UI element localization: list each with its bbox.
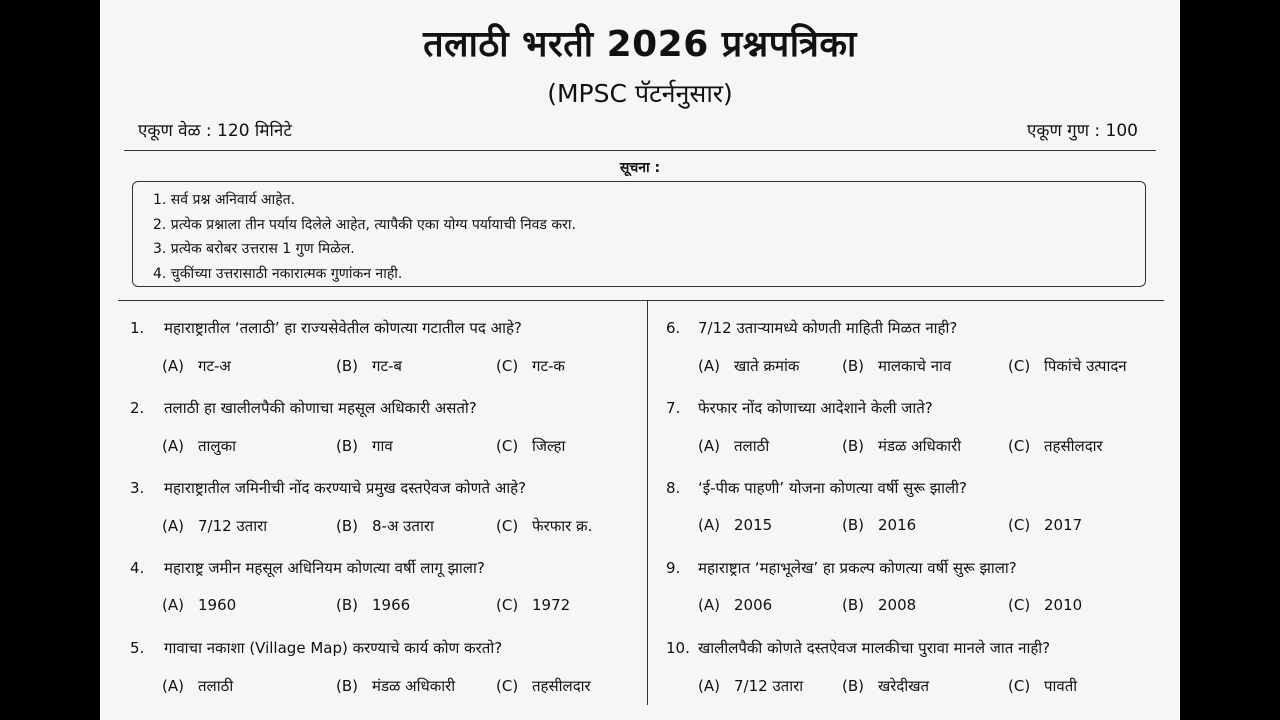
option-letter: (C) [496,596,519,614]
question-text [666,558,1017,578]
question-text [666,318,957,338]
option-text: 2016 [878,516,917,534]
option[interactable] [842,596,916,614]
question [666,558,1166,638]
option[interactable] [842,516,916,534]
question-number: 6. [666,319,681,337]
option-text: 2015 [734,516,773,534]
option-letter: (C) [1008,596,1031,614]
total-time: एकूण वेळ : 120 मिनिटे [138,121,292,141]
option-text: मालकाचे नाव [878,357,952,375]
paper-subtitle: (MPSC पॅटर्ननुसार) [547,79,733,108]
option[interactable] [162,676,233,696]
option-text: तहसीलदार [1044,437,1103,455]
option-text: 2006 [734,596,773,614]
option-letter: (B) [842,596,864,614]
instruction-item: 3. प्रत्येक बरोबर उत्तरास 1 गुण मिळेल. [153,241,355,257]
instructions-box [132,181,1146,287]
option-letter: (A) [698,437,720,455]
option[interactable] [496,356,565,376]
option-text: पावती [1044,677,1078,695]
question-text [130,398,477,418]
question-stem: महाराष्ट्रातील ‘तलाठी’ हा राज्यसेवेतील कोणत्या गटातील पद आहे? [164,319,522,337]
option[interactable] [496,436,565,456]
option[interactable] [336,676,455,696]
total-marks: एकूण गुण : 100 [1027,121,1138,141]
questions-column-right [666,318,1166,718]
option-text: मंडळ अधिकारी [878,437,962,455]
question-stem: महाराष्ट्रात ‘महाभूलेख’ हा प्रकल्प कोणत्या वर्षी सुरू झाला? [698,559,1017,577]
option-letter: (B) [336,677,358,695]
question-number: 3. [130,479,145,497]
option[interactable] [842,436,961,456]
question-stem: गावाचा नकाशा (Village Map) करण्याचे कार्य कोण करतो? [164,639,503,657]
option-letter: (B) [336,357,358,375]
instruction-item: 4. चुकींच्या उत्तरासाठी नकारात्मक गुणांकन नाही. [153,265,403,282]
option[interactable] [336,356,402,376]
option-letter: (B) [842,677,864,695]
option-letter: (B) [336,596,358,614]
option-text: 1960 [198,596,237,614]
divider [118,300,1164,301]
question [130,478,635,558]
question [666,478,1166,558]
option-letter: (B) [842,437,864,455]
question-paper [100,0,1180,720]
option-text: मंडळ अधिकारी [372,677,456,695]
question [130,558,635,638]
option-text: फेरफार क्र. [532,517,593,535]
option-letter: (B) [842,357,864,375]
option-letter: (C) [496,677,519,695]
option[interactable] [1008,436,1103,456]
option-text: गट-ब [372,357,402,375]
question-stem: महाराष्ट्रातील जमिनीची नोंद करण्याचे प्रमुख दस्तऐवज कोणते आहे? [164,479,527,497]
question [130,318,635,398]
question-stem: ‘ई-पीक पाहणी’ योजना कोणत्या वर्षी सुरू झाली? [698,479,967,497]
option-letter: (C) [1008,357,1031,375]
option[interactable] [1008,676,1077,696]
option-letter: (A) [698,596,720,614]
option-text: खरेदीखत [878,677,930,695]
question-number: 7. [666,399,681,417]
question-text [130,478,526,498]
option[interactable] [698,516,772,534]
option[interactable] [1008,356,1127,376]
option[interactable] [698,436,769,456]
option-text: पिकांचे उत्पादन [1044,357,1127,375]
option[interactable] [842,676,929,696]
option-letter: (C) [496,517,519,535]
option[interactable] [336,516,434,536]
option-text: गट-क [532,357,565,375]
question-text [130,638,502,658]
option[interactable] [698,596,772,614]
option-letter: (A) [162,677,184,695]
question [666,318,1166,398]
question-number: 4. [130,559,145,577]
option[interactable] [496,676,591,696]
option-text: 2010 [1044,596,1083,614]
question-number: 9. [666,559,681,577]
option-letter: (A) [698,677,720,695]
divider [124,150,1156,151]
option[interactable] [336,436,393,456]
option-text: 2008 [878,596,917,614]
option[interactable] [1008,596,1082,614]
option-text: तलाठी [198,677,234,695]
option-text: 8-अ उतारा [372,517,434,535]
option-text: 7/12 उतारा [198,517,268,535]
option-text: गट-अ [198,357,231,375]
option-text: खाते क्रमांक [734,357,800,375]
question [130,638,635,718]
question-stem: महाराष्ट्र जमीन महसूल अधिनियम कोणत्या वर्षी लागू झाला? [164,559,485,577]
question-stem: फेरफार नोंद कोणाच्या आदेशाने केली जाते? [698,399,933,417]
option-text: तलाठी [734,437,770,455]
option-letter: (C) [496,437,519,455]
question [666,398,1166,478]
questions-column-left [130,318,635,718]
question [666,638,1166,718]
option[interactable] [336,596,410,614]
option-letter: (A) [698,516,720,534]
option-letter: (A) [162,437,184,455]
question-number: 10. [666,639,690,657]
option[interactable] [1008,516,1082,534]
question-number: 5. [130,639,145,657]
question-number: 8. [666,479,681,497]
option[interactable] [162,516,267,536]
option[interactable] [842,356,951,376]
question-text [130,318,522,338]
option-letter: (C) [1008,677,1031,695]
column-divider [647,300,648,705]
option-letter: (A) [162,357,184,375]
option[interactable] [496,596,570,614]
question-text [666,638,1050,658]
question-text [130,558,485,578]
option-letter: (A) [162,596,184,614]
question-stem: तलाठी हा खालीलपैकी कोणाचा महसूल अधिकारी असतो? [164,399,477,417]
option-letter: (B) [336,437,358,455]
option-text: तहसीलदार [532,677,591,695]
option-letter: (C) [1008,516,1031,534]
instruction-item: 1. सर्व प्रश्न अनिवार्य आहेत. [153,192,296,208]
option[interactable] [162,356,231,376]
option-text: 1966 [372,596,411,614]
option[interactable] [496,516,592,536]
question [130,398,635,478]
option-text: तालुका [198,437,237,455]
question-stem: खालीलपैकी कोणते दस्तऐवज मालकीचा पुरावा मानले जात नाही? [698,639,1051,657]
option-letter: (C) [496,357,519,375]
option-letter: (C) [1008,437,1031,455]
option[interactable] [162,436,236,456]
question-text [666,398,933,418]
option[interactable] [698,676,803,696]
paper-title: तलाठी भरती 2026 प्रश्नपत्रिका [423,24,857,65]
option[interactable] [162,596,236,614]
option-text: 1972 [532,596,571,614]
instructions-heading: सूचना : [619,160,661,176]
question-number: 2. [130,399,145,417]
option-letter: (B) [336,517,358,535]
option-text: 7/12 उतारा [734,677,804,695]
question-text [666,478,967,498]
question-stem: 7/12 उताऱ्यामध्ये कोणती माहिती मिळत नाही? [698,319,958,337]
option-letter: (A) [698,357,720,375]
instruction-item: 2. प्रत्येक प्रश्नाला तीन पर्याय दिलेले आहेत, त्यापैकी एका योग्य पर्यायाची निवड करा. [153,216,576,233]
option-letter: (B) [842,516,864,534]
option-letter: (A) [162,517,184,535]
option-text: गाव [372,437,393,455]
question-number: 1. [130,319,145,337]
option-text: जिल्हा [532,437,566,455]
option-text: 2017 [1044,516,1083,534]
option[interactable] [698,356,799,376]
